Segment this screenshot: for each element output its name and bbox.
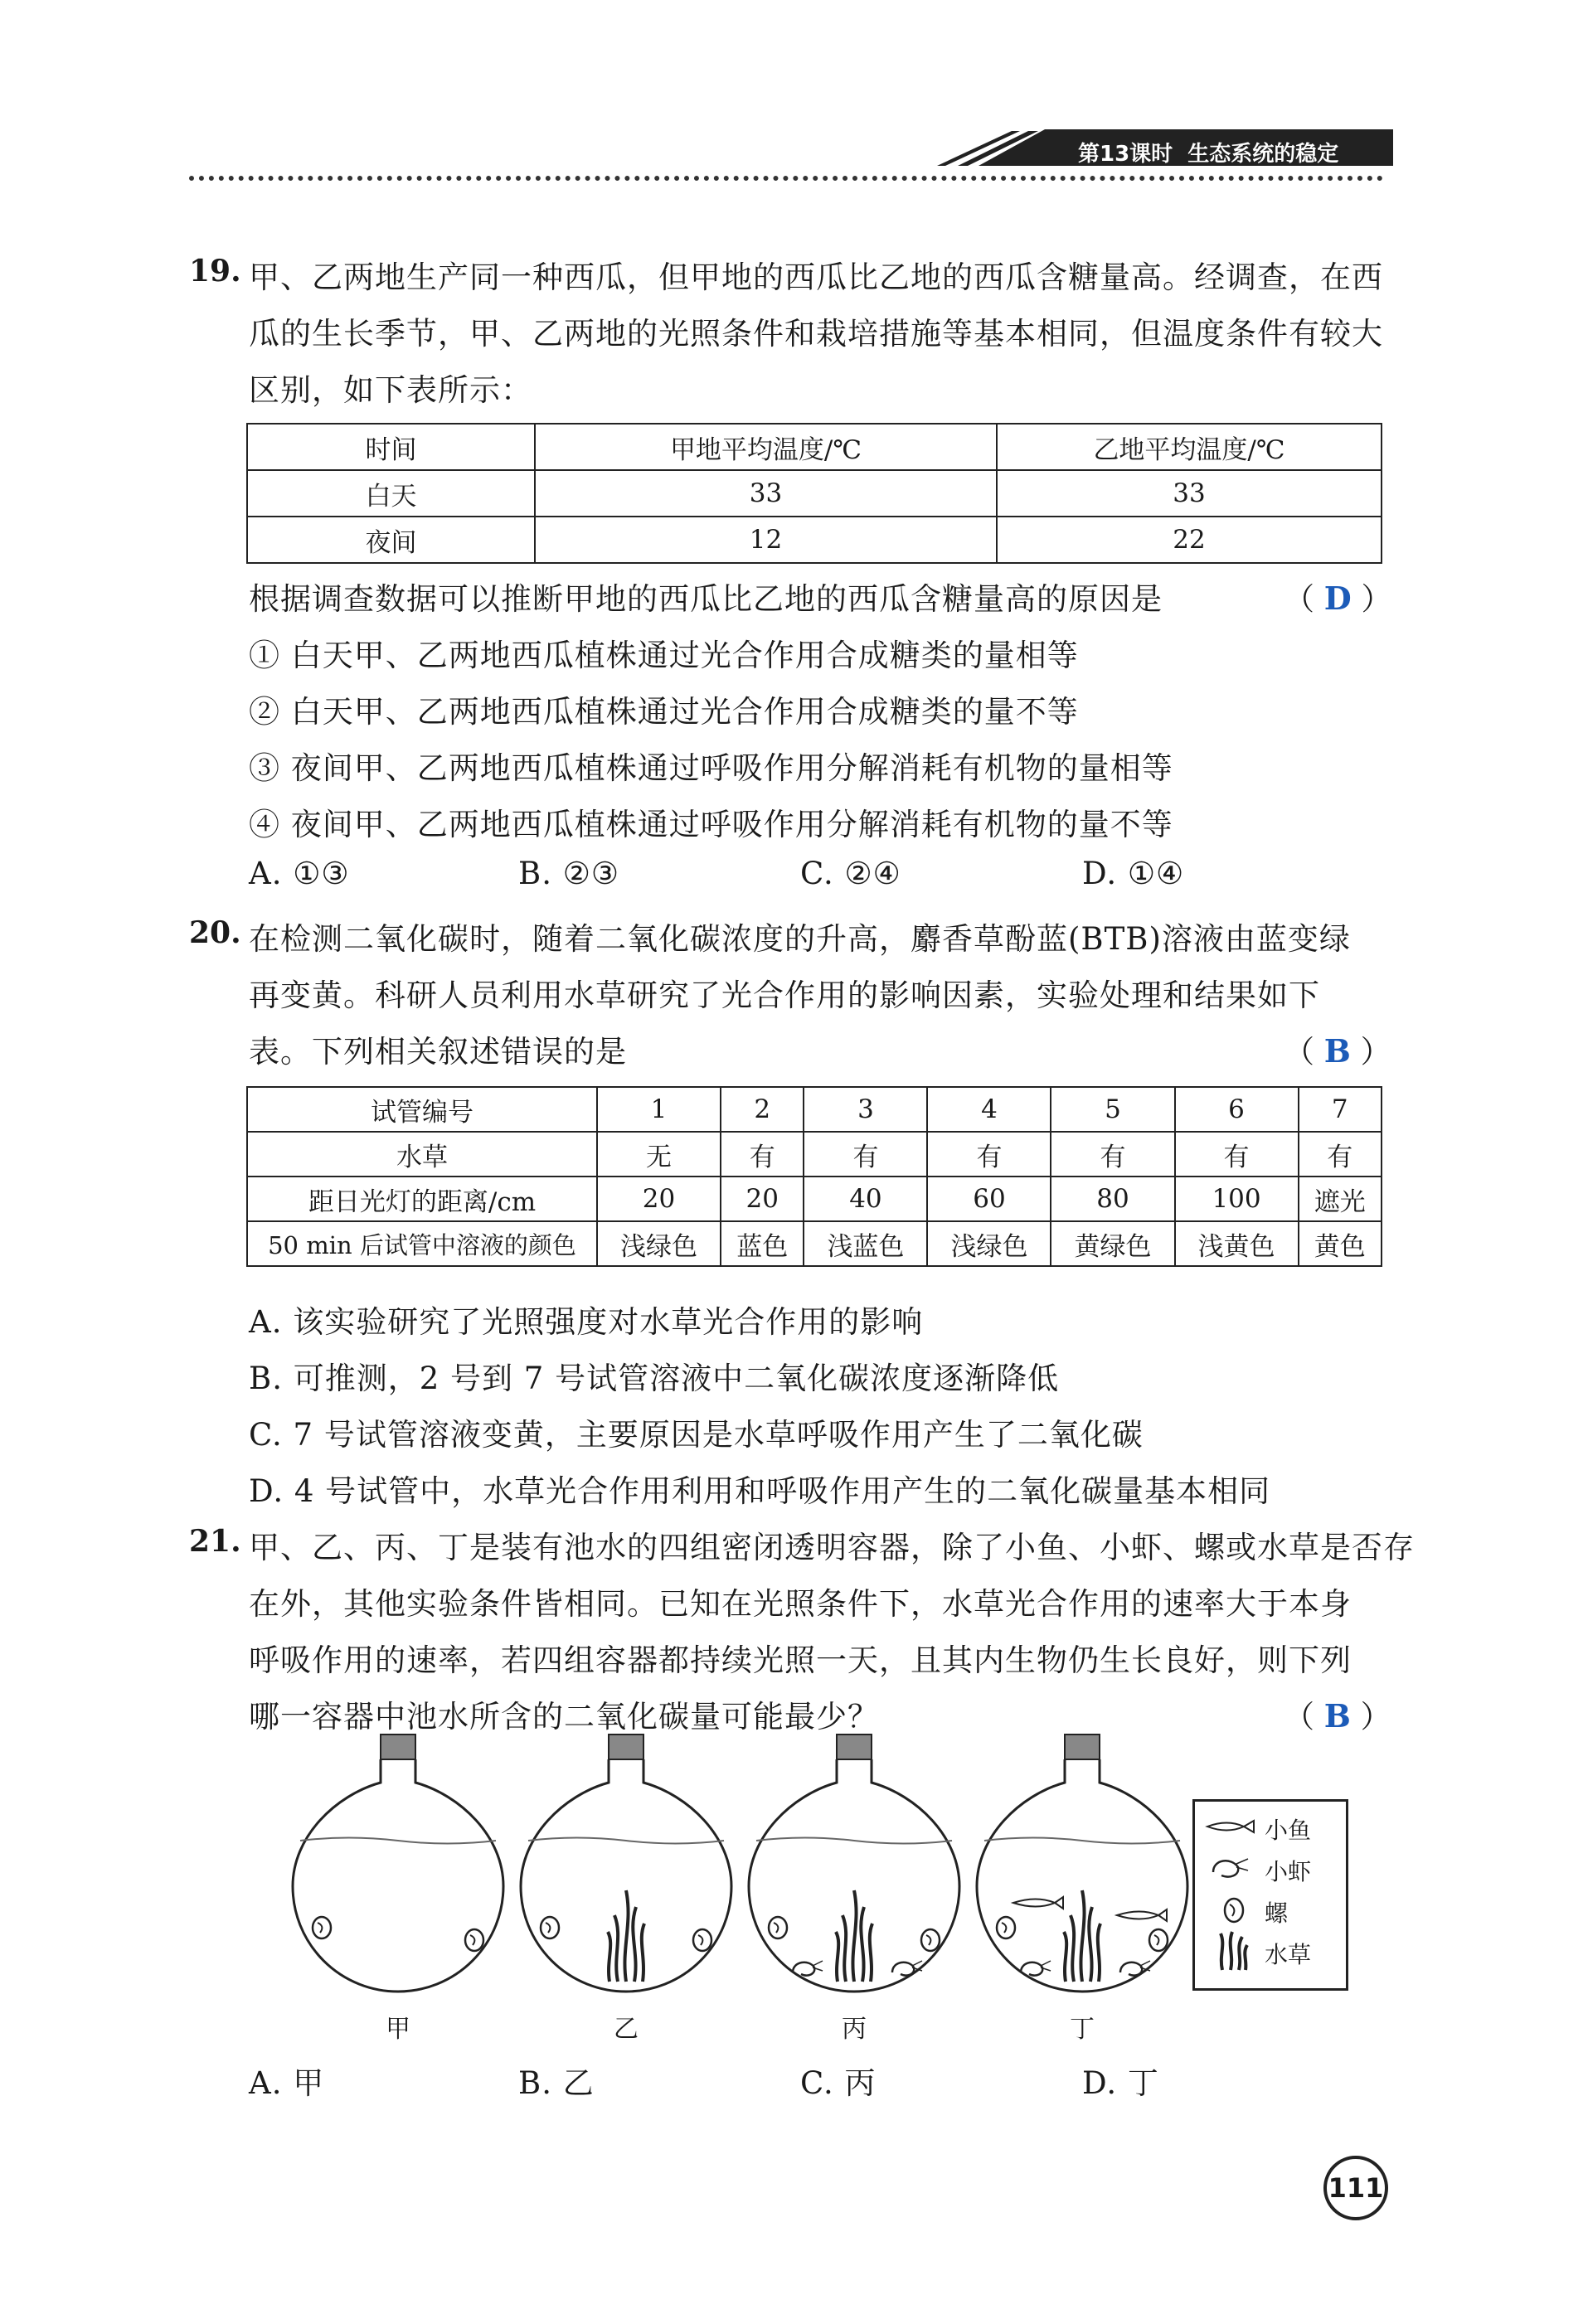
q20-number: 20. <box>189 915 241 950</box>
table-cell: 试管编号 <box>247 1087 597 1132</box>
table-cell: 20 <box>597 1177 721 1221</box>
q19-temperature-table <box>246 423 1382 564</box>
legend-label-fish: 小鱼 <box>1265 1817 1312 1844</box>
table-cell: 7 <box>1299 1087 1382 1132</box>
table-cell: 黄色 <box>1299 1221 1382 1266</box>
table-row <box>247 517 1382 563</box>
q19-question: 根据调查数据可以推断甲地的西瓜比乙地的西瓜含糖量高的原因是 <box>249 581 1163 617</box>
table-cell: 33 <box>997 470 1382 517</box>
header-lesson: 第13课时 <box>1078 142 1173 167</box>
table-row <box>247 1087 1382 1132</box>
q21-stem-line: 呼吸作用的速率，若四组容器都持续光照一天，且其内生物仍生长良好，则下列 <box>249 1642 1352 1678</box>
flask-label-jia: 甲 <box>386 2015 410 2044</box>
table-cell: 浅蓝色 <box>804 1221 927 1266</box>
q19-option-d[interactable]: D. ①④ <box>1082 856 1185 891</box>
q19-option-b[interactable]: B. ②③ <box>518 856 620 891</box>
legend-label-shrimp: 小虾 <box>1265 1858 1312 1885</box>
q20-option-c[interactable]: C. 7 号试管溶液变黄，主要原因是水草呼吸作用产生了二氧化碳 <box>249 1417 1144 1453</box>
q19-option-c[interactable]: C. ②④ <box>800 856 901 891</box>
table-cell: 40 <box>804 1177 927 1221</box>
table-cell: 33 <box>535 470 997 517</box>
q19-statement: ① 白天甲、乙两地西瓜植株通过光合作用合成糖类的量相等 <box>249 638 1079 673</box>
table-cell: 12 <box>535 517 997 563</box>
q20-stem-line: 表。下列相关叙述错误的是 <box>249 1034 627 1070</box>
q20-experiment-table <box>246 1086 1382 1267</box>
flask-label-ding: 丁 <box>1070 2015 1095 2044</box>
waterweed-icon <box>1212 1930 1254 1972</box>
q19-option-a[interactable]: A. ①③ <box>249 856 350 891</box>
header-title <box>1078 137 1338 167</box>
q20-answer: B <box>1323 1032 1351 1070</box>
q21-option-b[interactable]: B. 乙 <box>518 2065 595 2101</box>
table-cell: 3 <box>804 1087 927 1132</box>
header-topic: 生态系统的稳定 <box>1187 142 1339 167</box>
q20-stem-line: 在检测二氧化碳时，随着二氧化碳浓度的升高，麝香草酚蓝(BTB)溶液由蓝变绿 <box>249 921 1351 957</box>
table-cell: 有 <box>1175 1132 1299 1177</box>
fish-icon <box>1202 1814 1260 1839</box>
table-cell: 夜间 <box>247 517 535 563</box>
table-cell: 6 <box>1175 1087 1299 1132</box>
q20-option-d[interactable]: D. 4 号试管中，水草光合作用利用和呼吸作用产生的二氧化碳量基本相同 <box>249 1473 1271 1509</box>
q19-statement: ④ 夜间甲、乙两地西瓜植株通过呼吸作用分解消耗有机物的量不等 <box>249 807 1173 842</box>
table-cell: 5 <box>1051 1087 1174 1132</box>
header-divider <box>189 176 1383 181</box>
table-cell: 浅绿色 <box>597 1221 721 1266</box>
table-cell: 有 <box>1051 1132 1174 1177</box>
legend-label-waterweed: 水草 <box>1265 1941 1312 1968</box>
q20-option-b[interactable]: B. 可推测，2 号到 7 号试管溶液中二氧化碳浓度逐渐降低 <box>249 1361 1060 1396</box>
shrimp-icon <box>1207 1854 1256 1884</box>
flask-label-bing: 丙 <box>842 2015 867 2044</box>
q19-stem-line: 甲、乙两地生产同一种西瓜，但甲地的西瓜比乙地的西瓜含糖量高。经调查，在西 <box>249 260 1383 295</box>
table-cell: 无 <box>597 1132 721 1177</box>
q21-stem-line: 哪一容器中池水所含的二氧化碳量可能最少？ <box>249 1699 879 1735</box>
q19-statement: ② 白天甲、乙两地西瓜植株通过光合作用合成糖类的量不等 <box>249 694 1079 730</box>
table-cell: 浅绿色 <box>927 1221 1051 1266</box>
table-row <box>247 1177 1382 1221</box>
table-cell: 有 <box>721 1132 804 1177</box>
table-cell: 黄绿色 <box>1051 1221 1174 1266</box>
table-row <box>247 1132 1382 1177</box>
table-header-cell: 甲地平均温度/℃ <box>535 424 997 470</box>
legend-label-snail: 螺 <box>1265 1899 1289 1927</box>
table-cell: 100 <box>1175 1177 1299 1221</box>
q19-answer-bracket: （ D ） <box>1284 580 1392 617</box>
q20-stem-line: 再变黄。科研人员利用水草研究了光合作用的影响因素，实验处理和结果如下 <box>249 978 1320 1013</box>
table-cell: 水草 <box>247 1132 597 1177</box>
q19-answer: D <box>1323 580 1352 617</box>
q19-number: 19. <box>189 254 241 289</box>
table-cell: 60 <box>927 1177 1051 1221</box>
q21-answer: B <box>1323 1697 1351 1735</box>
table-header-cell: 乙地平均温度/℃ <box>997 424 1382 470</box>
table-cell: 白天 <box>247 470 535 517</box>
table-cell: 22 <box>997 517 1382 563</box>
q21-stem-line: 在外，其他实验条件皆相同。已知在光照条件下，水草光合作用的速率大于本身 <box>249 1586 1352 1622</box>
table-cell: 有 <box>1299 1132 1382 1177</box>
table-header-cell: 时间 <box>247 424 535 470</box>
q21-number: 21. <box>189 1524 241 1559</box>
q20-answer-bracket: （ B ） <box>1284 1032 1391 1070</box>
table-cell: 浅黄色 <box>1175 1221 1299 1266</box>
q19-stem-line: 瓜的生长季节，甲、乙两地的光照条件和栽培措施等基本相同，但温度条件有较大 <box>249 316 1383 352</box>
table-cell: 1 <box>597 1087 721 1132</box>
table-cell: 有 <box>804 1132 927 1177</box>
table-cell: 蓝色 <box>721 1221 804 1266</box>
q21-option-d[interactable]: D. 丁 <box>1082 2065 1159 2101</box>
table-cell: 有 <box>927 1132 1051 1177</box>
table-header-row <box>247 424 1382 470</box>
q21-option-c[interactable]: C. 丙 <box>800 2065 877 2101</box>
flasks-figure <box>282 1729 1202 2027</box>
q20-option-a[interactable]: A. 该实验研究了光照强度对水草光合作用的影响 <box>249 1304 924 1340</box>
q19-stem-line: 区别，如下表所示： <box>249 372 532 408</box>
page-number: 111 <box>1323 2156 1388 2220</box>
table-cell: 遮光 <box>1299 1177 1382 1221</box>
table-cell: 2 <box>721 1087 804 1132</box>
q21-option-a[interactable]: A. 甲 <box>249 2065 325 2101</box>
snail-icon <box>1217 1894 1250 1927</box>
table-row <box>247 470 1382 517</box>
table-cell: 距日光灯的距离/cm <box>247 1177 597 1221</box>
q21-stem-line: 甲、乙、丙、丁是装有池水的四组密闭透明容器，除了小鱼、小虾、螺或水草是否存 <box>249 1530 1415 1565</box>
table-cell: 4 <box>927 1087 1051 1132</box>
q21-answer-bracket: （ B ） <box>1284 1697 1391 1735</box>
table-row <box>247 1221 1382 1266</box>
table-cell: 50 min 后试管中溶液的颜色 <box>247 1221 597 1266</box>
table-cell: 20 <box>721 1177 804 1221</box>
flask-label-yi: 乙 <box>614 2015 639 2044</box>
q19-statement: ③ 夜间甲、乙两地西瓜植株通过呼吸作用分解消耗有机物的量相等 <box>249 750 1173 786</box>
table-cell: 80 <box>1051 1177 1174 1221</box>
